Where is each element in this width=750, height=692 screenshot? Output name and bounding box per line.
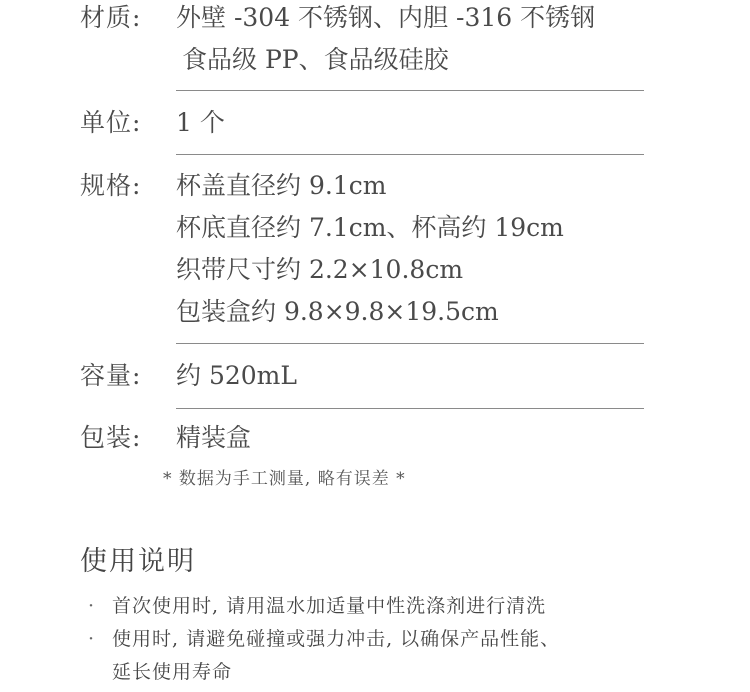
material-line-1: 外壁 -304 不锈钢、内胆 -316 不锈钢: [176, 3, 596, 32]
spec-value-material: [176, 0, 644, 81]
spec-label-packaging: 包装:: [80, 423, 142, 452]
spec-value-capacity: 约 520mL: [176, 361, 297, 390]
spec-label-material: 材质:: [80, 3, 142, 32]
spec-label-capacity: 容量:: [80, 361, 142, 390]
usage-item-1-text: [112, 590, 546, 623]
spec-row-packaging: [80, 417, 644, 459]
usage-item-1: [88, 590, 688, 623]
divider-size: [176, 343, 644, 344]
usage-item-1-line-1: 首次使用时, 请用温水加适量中性洗涤剂进行清洗: [112, 595, 547, 617]
spec-label-size: 规格:: [80, 171, 142, 200]
spec-row-material: [80, 0, 644, 81]
divider-capacity: [176, 408, 644, 409]
material-line-2: 食品级 PP、食品级硅胶: [182, 45, 449, 74]
size-line-1: 杯盖直径约 9.1cm: [176, 171, 387, 200]
usage-item-2-line-1: 使用时, 请避免碰撞或强力冲击, 以确保产品性能、: [112, 628, 561, 650]
size-line-3: 织带尺寸约 2.2×10.8cm: [176, 255, 464, 284]
divider-material: [176, 90, 644, 91]
bullet-icon: ·: [88, 628, 96, 650]
bullet-icon: ·: [88, 595, 96, 617]
usage-item-2-text: [112, 623, 560, 689]
spec-value-unit: 1 个: [176, 108, 225, 137]
spec-row-unit: [80, 102, 644, 144]
size-line-4: 包装盒约 9.8×9.8×19.5cm: [176, 297, 499, 326]
usage-item-2: [88, 623, 688, 689]
usage-list: [88, 590, 688, 689]
measurement-note: * 数据为手工测量, 略有误差 *: [163, 469, 406, 489]
spec-value-packaging: 精装盒: [176, 423, 252, 452]
spec-row-capacity: [80, 355, 644, 397]
size-line-2: 杯底直径约 7.1cm、杯高约 19cm: [176, 213, 564, 242]
spec-value-size: [176, 165, 644, 333]
usage-item-2-line-2: 延长使用寿命: [112, 661, 233, 683]
divider-unit: [176, 154, 644, 155]
spec-row-size: [80, 165, 644, 333]
spec-label-unit: 单位:: [80, 108, 142, 137]
usage-title: 使用说明: [80, 546, 196, 577]
